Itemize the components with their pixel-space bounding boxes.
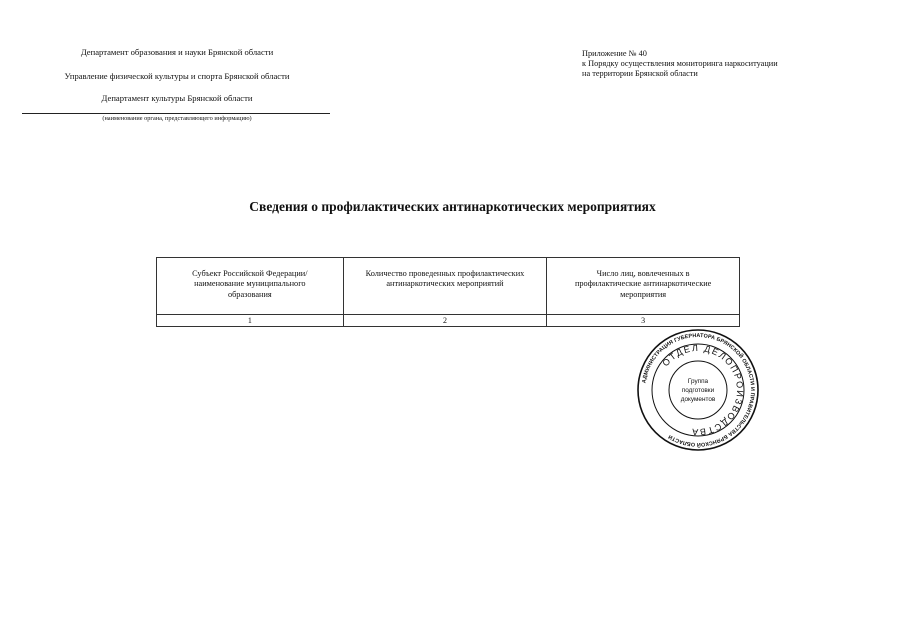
stamp-ring-text: АДМИНИСТРАЦИЯ ГУБЕРНАТОРА БРЯНСКОЙ ОБЛАСТИ И ПРАВИТЕЛЬСТВА БРЯНСКОЙ ОБЛАСТИ	[641, 332, 756, 448]
table-header-row	[157, 258, 740, 315]
department-education-line: Департамент образования и науки Брянской области	[80, 47, 274, 57]
header-persons-count	[547, 258, 740, 315]
stamp-center-line1: Группа	[687, 378, 709, 385]
stamp-center-line3: документов	[680, 396, 716, 403]
document-title: Сведения о профилактических антинаркотических мероприятиях	[249, 199, 656, 214]
column-number-1: 1	[157, 315, 344, 327]
header-line: наименование муниципального	[194, 279, 306, 289]
header-line: Количество проведенных профилактических	[365, 269, 525, 278]
department-culture-line: Департамент культуры Брянской области	[101, 93, 253, 103]
header-line: образования	[227, 289, 272, 299]
appendix-number: Приложение № 40	[582, 49, 647, 58]
header-line: мероприятия	[620, 289, 667, 299]
header-line: антинаркотических мероприятий	[386, 279, 504, 289]
stamp-center-line2: подготовки	[681, 387, 715, 394]
measures-table	[156, 257, 740, 327]
official-stamp	[636, 328, 760, 452]
header-line: профилактические антинаркотические	[574, 279, 712, 289]
department-sport-line: Управление физической культуры и спорта Брянской области	[64, 71, 290, 81]
appendix-reference-line1: к Порядку осуществления мониторинга наркоситуации	[582, 59, 778, 69]
appendix-block	[582, 49, 778, 80]
column-number-2: 2	[343, 315, 547, 327]
column-number-3: 3	[547, 315, 740, 327]
organization-caption: (наименование органа, представляющего информацию)	[102, 115, 252, 122]
header-line: Субъект Российской Федерации/	[192, 269, 308, 278]
appendix-reference-line2: на территории Брянской области	[582, 69, 698, 79]
table-number-row	[157, 315, 740, 327]
header-subject	[157, 258, 344, 315]
stamp-inner-ring-text: ОТДЕЛ ДЕЛОПРОИЗВОДСТВА	[660, 342, 746, 438]
header-line: Число лиц, вовлеченных в	[596, 269, 690, 278]
signature-underline	[22, 113, 330, 114]
header-measures-count	[343, 258, 547, 315]
